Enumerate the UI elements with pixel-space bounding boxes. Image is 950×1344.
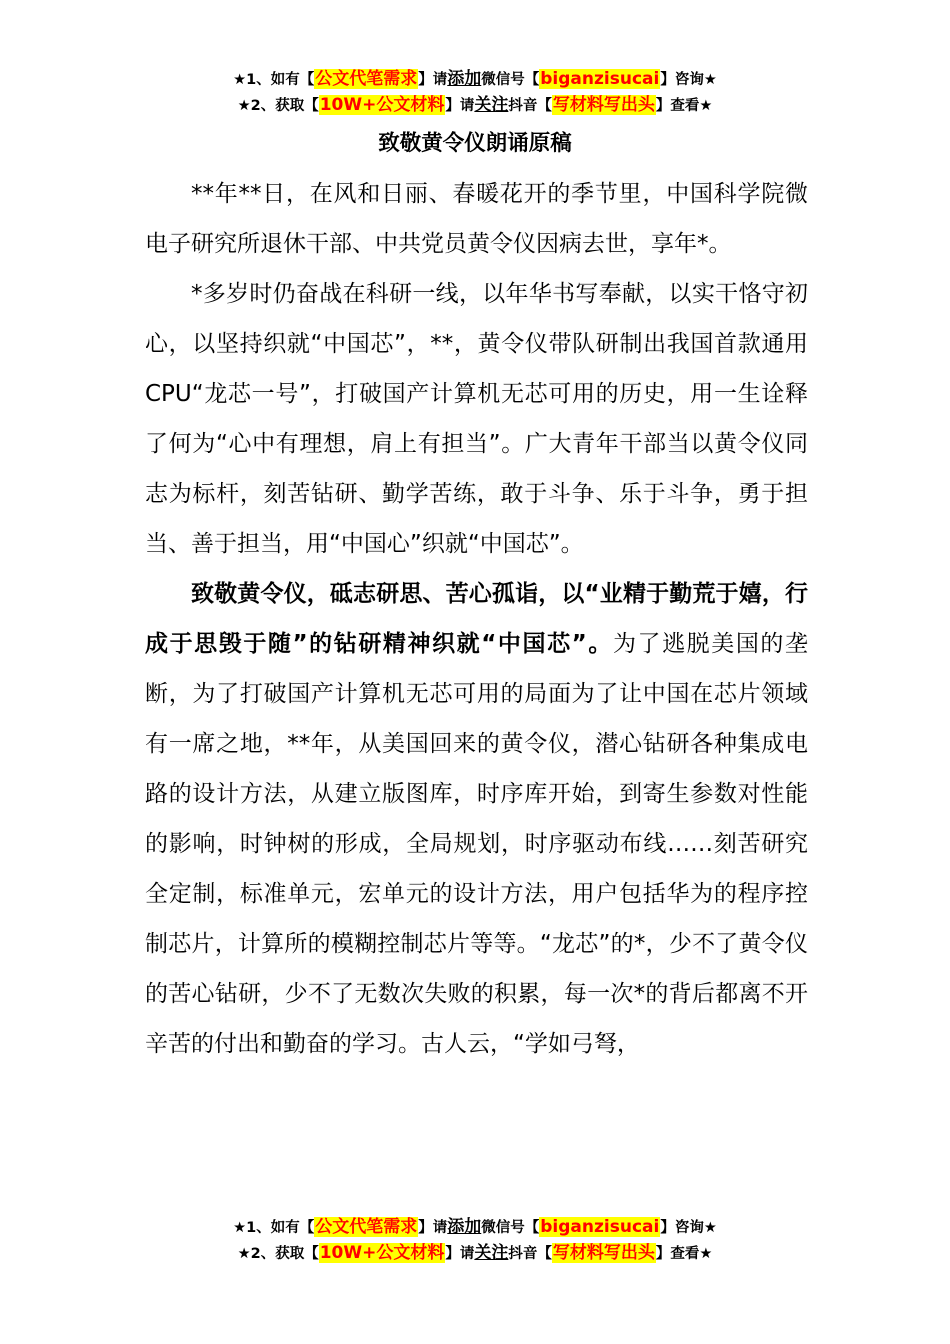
underlined-add: 添加 (447, 69, 482, 89)
underlined-follow: 关注 (474, 95, 509, 115)
paragraph-text: 为了逃脱美国的垄断，为了打破国产计算机无芯可用的局面为了让中国在芯片领域有一席之地，**年，从美国回来的黄令仪，潜心钻研各种集成电路的设计方法，从建立版图库，时序库开始，到寄生参数对性能的影响，时钟树的形成，全局规划，时序驱动布线……刻苦研究全定制，标准单元，宏单元的设计方法，用户包括华为的程序控制芯片，计算所的模糊控制芯片等等。“龙芯”的*，少不了黄令仪的苦心钻研，少不了无数次失败的积累，每一次*的背后都离不开辛苦的付出和勤奋的学习。古人云，“学如弓弩， (145, 631, 808, 1057)
banner-text: ★1、如有【 (233, 72, 315, 88)
header-banner (0, 67, 950, 119)
banner-line-1 (0, 67, 950, 93)
banner-text: 】请 (418, 1220, 448, 1236)
banner-text: ★2、获取【 (237, 98, 319, 114)
banner-text: 】咨询★ (660, 1220, 717, 1236)
footer-banner (0, 1215, 950, 1267)
underlined-follow: 关注 (474, 1243, 509, 1263)
highlight-service: 公文代笔需求 (315, 69, 418, 89)
highlight-douyin-account: 写材料写出头 (552, 1243, 655, 1263)
document-body (145, 169, 808, 1069)
highlight-wechat-id: biganzisucai (540, 69, 660, 89)
highlight-materials: 10W+公文材料 (319, 95, 445, 115)
banner-text: 】请 (445, 1246, 475, 1262)
banner-text: 】查看★ (655, 1246, 713, 1262)
banner-text: 微信号【 (481, 72, 540, 88)
banner-text: 】请 (418, 72, 448, 88)
banner-text: ★2、获取【 (237, 1246, 319, 1262)
document-title: 致敬黄令仪朗诵原稿 (378, 131, 572, 156)
highlight-douyin-account: 写材料写出头 (552, 95, 655, 115)
highlight-service: 公文代笔需求 (315, 1217, 418, 1237)
banner-text: ★1、如有【 (233, 1220, 315, 1236)
bold-lead-sentence: 致敬黄令仪，砥志研思、苦心孤诣，以“业精于勤荒于嬉，行成于思毁于随”的钻研精神织就“中国芯”。 (145, 581, 808, 657)
banner-text: 】请 (445, 98, 475, 114)
banner-text: 】咨询★ (660, 72, 717, 88)
banner-line-1 (0, 1215, 950, 1241)
paragraph (145, 569, 808, 1069)
banner-text: 微信号【 (481, 1220, 540, 1236)
underlined-add: 添加 (447, 1217, 482, 1237)
highlight-materials: 10W+公文材料 (319, 1243, 445, 1263)
banner-text: 抖音【 (508, 98, 552, 114)
paragraph: *多岁时仍奋战在科研一线，以年华书写奉献，以实干恪守初心，以坚持织就“中国芯”，**，黄令仪带队研制出我国首款通用CPU“龙芯一号”，打破国产计算机无芯可用的历史，用一生诠释了何为“心中有理想，肩上有担当”。广大青年干部当以黄令仪同志为标杆，刻苦钻研、勤学苦练，敢于斗争、乐于斗争，勇于担当、善于担当，用“中国心”织就“中国芯”。 (145, 281, 808, 557)
banner-text: 】查看★ (655, 98, 713, 114)
banner-line-2 (0, 1241, 950, 1267)
highlight-wechat-id: biganzisucai (540, 1217, 660, 1237)
paragraph: **年**日，在风和日丽、春暖花开的季节里，中国科学院微电子研究所退休干部、中共党员黄令仪因病去世，享年*。 (145, 181, 808, 257)
banner-line-2 (0, 93, 950, 119)
banner-text: 抖音【 (508, 1246, 552, 1262)
